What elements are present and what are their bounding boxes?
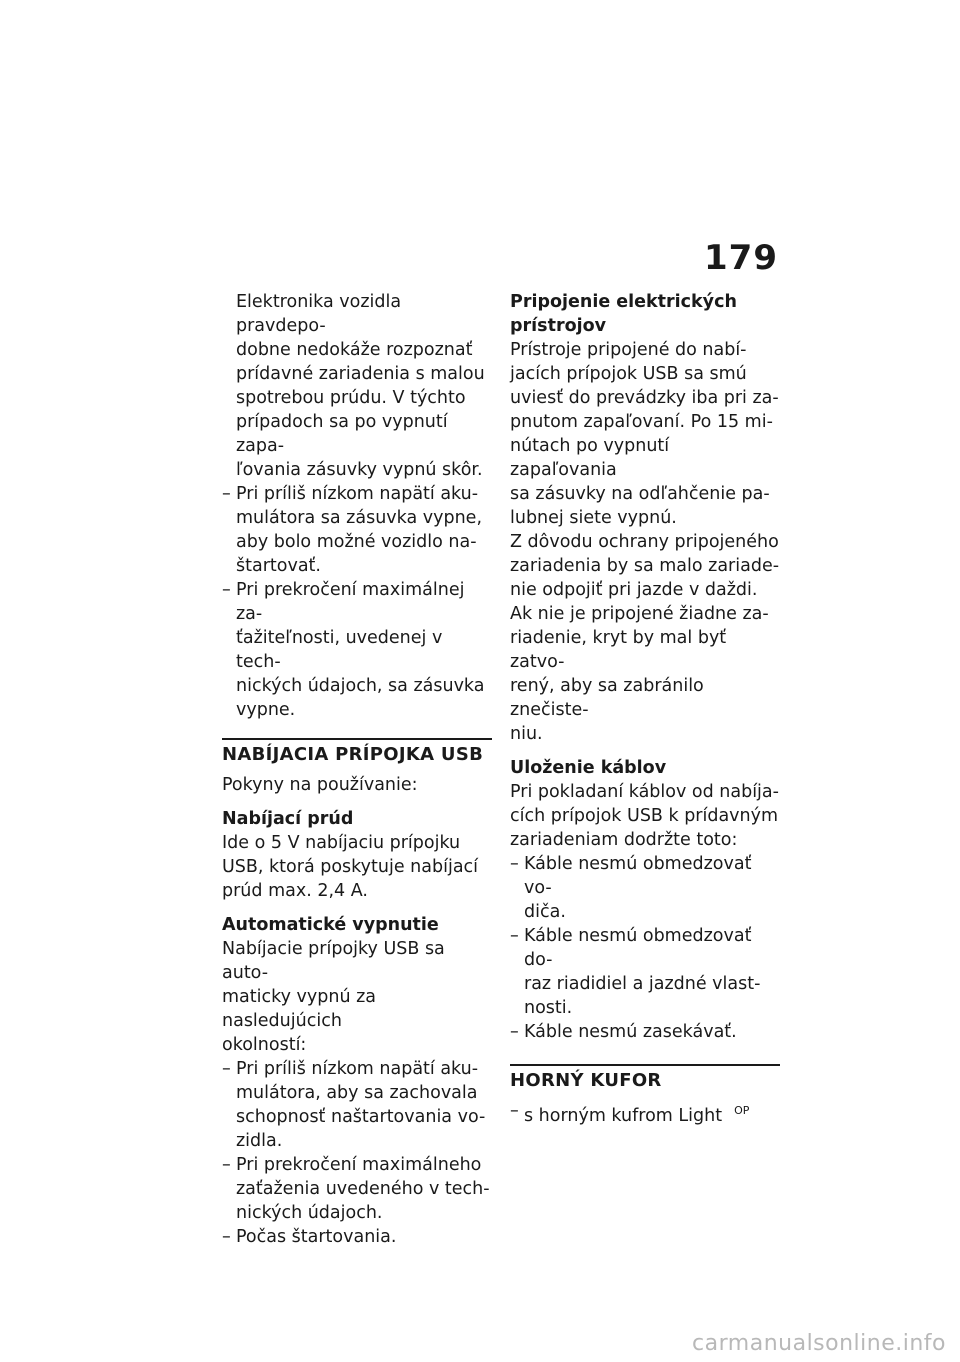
text-line: Elektronika vozidla pravdepo- xyxy=(236,292,402,336)
text-line: – Počas štartovania. xyxy=(236,1227,397,1247)
text-line: s horným kufrom Light xyxy=(524,1105,723,1126)
page-number: 179 xyxy=(704,238,778,278)
text-line: Z dôvodu ochrany pripojeného xyxy=(510,532,779,552)
cable-paragraph xyxy=(510,780,780,852)
list-item xyxy=(222,482,492,578)
text-line: prídavné zariadenia s malou xyxy=(236,364,485,384)
text-line: nútach po vypnutí zapaľovania xyxy=(510,436,670,480)
text-line: – Pri prekročení maximálneho xyxy=(236,1155,482,1175)
text-line: prípadoch sa po vypnutí zapa- xyxy=(236,412,448,456)
text-line: – Káble nesmú obmedzovať do- xyxy=(524,926,752,970)
text-line: prúd max. 2,4 A. xyxy=(222,881,368,901)
text-line: lubnej siete vypnú. xyxy=(510,508,677,528)
text-line: maticky vypnú za nasledujúcich xyxy=(222,987,377,1031)
heading-line: Pripojenie elektrických xyxy=(510,292,737,312)
text-line: – Pri príliš nízkom napätí aku- xyxy=(236,484,479,504)
usb-intro: Pokyny na používanie: xyxy=(222,775,418,795)
text-line: Prístroje pripojené do nabí- xyxy=(510,340,747,360)
text-line: ťažiteľnosti, uvedenej v tech- xyxy=(236,628,443,672)
text-line: uviesť do prevádzky iba pri za- xyxy=(510,388,779,408)
text-line: – Káble nesmú zasekávať. xyxy=(524,1022,737,1042)
cover-paragraph xyxy=(510,602,780,746)
text-line: – Pri príliš nízkom napätí aku- xyxy=(236,1059,479,1079)
text-line: raz riadidiel a jazdné vlast- xyxy=(524,974,761,994)
intro-paragraph xyxy=(222,290,492,482)
text-line: riadenie, kryt by mal byť zatvo- xyxy=(510,628,727,672)
list-item xyxy=(510,1099,780,1128)
text-line: mulátora sa zásuvka vypne, xyxy=(236,508,483,528)
protection-paragraph xyxy=(510,530,780,602)
text-line: ľovania zásuvky vypnú skôr. xyxy=(236,460,483,480)
text-line: rený, aby sa zabránilo znečiste- xyxy=(510,676,704,720)
text-line: nických údajoch. xyxy=(236,1203,383,1223)
optional-equipment-badge: OP xyxy=(734,1104,750,1117)
charging-paragraph xyxy=(222,831,492,903)
text-line: Nabíjacie prípojky USB sa auto- xyxy=(222,939,445,983)
text-line: Ide o 5 V nabíjaciu prípojku xyxy=(222,833,461,853)
list-item xyxy=(510,924,780,1020)
text-line: zariadenia by sa malo zariade- xyxy=(510,556,780,576)
subheading-cable-routing: Uloženie káblov xyxy=(510,758,667,778)
text-line: zariadeniam dodržte toto: xyxy=(510,830,738,850)
connecting-paragraph xyxy=(510,338,780,530)
text-line: zidla. xyxy=(236,1131,283,1151)
text-line: diča. xyxy=(524,902,566,922)
text-line: – Pri prekročení maximálnej za- xyxy=(236,580,465,624)
text-line: sa zásuvky na odľahčenie pa- xyxy=(510,484,770,504)
text-line: mulátora, aby sa zachovala xyxy=(236,1083,478,1103)
left-column xyxy=(222,290,492,1249)
text-line: zaťaženia uvedeného v tech- xyxy=(236,1179,490,1199)
text-line: niu. xyxy=(510,724,543,744)
text-line: okolností: xyxy=(222,1035,307,1055)
list-item xyxy=(510,1020,780,1044)
list-item xyxy=(222,1225,492,1249)
heading-line: prístrojov xyxy=(510,316,607,336)
text-line: spotrebou prúdu. V týchto xyxy=(236,388,466,408)
text-line: dobne nedokáže rozpoznať xyxy=(236,340,473,360)
watermark: carmanualsonline.info xyxy=(692,1331,946,1356)
text-line: jacích prípojok USB sa smú xyxy=(510,364,747,384)
text-line: USB, ktorá poskytuje nabíjací xyxy=(222,857,479,877)
right-column xyxy=(510,290,780,1128)
subheading-auto-off: Automatické vypnutie xyxy=(222,915,439,935)
text-line: cích prípojok USB k prídavným xyxy=(510,806,779,826)
text-line: Ak nie je pripojené žiadne za- xyxy=(510,604,769,624)
text-line: vypne. xyxy=(236,700,296,720)
list-item xyxy=(222,578,492,722)
text-line: nických údajoch, sa zásuvka xyxy=(236,676,485,696)
section-heading-usb: NABÍJACIA PRÍPOJKA USB xyxy=(222,738,492,767)
auto-off-paragraph xyxy=(222,937,492,1057)
list-item xyxy=(222,1153,492,1225)
text-line: aby bolo možné vozidlo na- xyxy=(236,532,477,552)
text-line: schopnosť naštartovania vo- xyxy=(236,1107,486,1127)
subheading-charging-current: Nabíjací prúd xyxy=(222,809,354,829)
subheading-connecting-devices xyxy=(510,290,780,338)
list-item xyxy=(222,1057,492,1153)
text-line: Pri pokladaní káblov od nabíja- xyxy=(510,782,779,802)
text-line: – Káble nesmú obmedzovať vo- xyxy=(524,854,752,898)
text-line: štartovať. xyxy=(236,556,321,576)
list-item xyxy=(510,852,780,924)
text-line: pnutom zapaľovaní. Po 15 mi- xyxy=(510,412,773,432)
section-heading-top-case: HORNÝ KUFOR xyxy=(510,1064,780,1093)
text-line: nie odpojiť pri jazde v daždi. xyxy=(510,580,758,600)
text-line: nosti. xyxy=(524,998,573,1018)
